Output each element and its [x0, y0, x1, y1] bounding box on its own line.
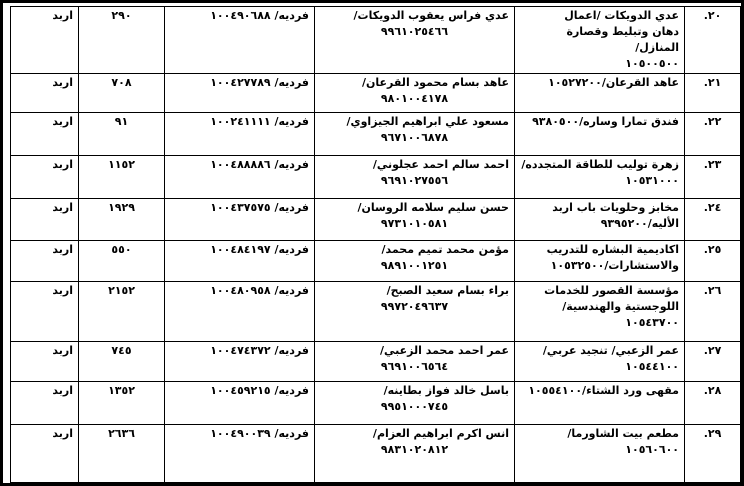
- owner-name-cell: [315, 282, 515, 342]
- owner-name-cell: [315, 425, 515, 483]
- establishment-name-cell: [515, 282, 685, 342]
- owner-name-line: مؤمن محمد تميم محمد/: [381, 243, 509, 256]
- owner-name-cell: [315, 342, 515, 382]
- establishment-name-line: ١٠٥٤٣٧٠٠: [625, 316, 679, 329]
- establishment-name-line: ١٠٥٠٠٥٠٠: [625, 57, 679, 70]
- city-cell: اربد: [11, 74, 79, 113]
- establishment-name-line: والاستشارات/١٠٥٣٢٥٠٠: [550, 259, 679, 272]
- registration-type-cell: فرديه/ ١٠٠٤٨٤١٩٧: [165, 241, 315, 282]
- registration-type-cell: فرديه/ ١٠٠٤٩٠٦٨٨: [165, 7, 315, 74]
- registration-type-cell: فرديه/ ١٠٠٤٩٠٠٣٩: [165, 425, 315, 483]
- registration-type-cell: فرديه/ ١٠٠٤٨٠٩٥٨: [165, 282, 315, 342]
- owner-name-line: ٩٩٦١٠٢٥٤٦٦: [380, 25, 449, 38]
- registration-count-cell: ٩١: [79, 113, 165, 156]
- establishment-name-line: دهان وتبليط وقصارة المنازل/: [566, 25, 679, 54]
- entry-number-cell: ٢٥.: [685, 241, 741, 282]
- owner-name-line: انس اكرم ابراهيم العزام/: [372, 427, 509, 440]
- establishment-name-line: مخابز وحلويات باب اربد: [552, 201, 679, 214]
- entry-number-cell: ٢٩.: [685, 425, 741, 483]
- registration-count-cell: ٢١٥٢: [79, 282, 165, 342]
- registration-count-cell: ٥٥٠: [79, 241, 165, 282]
- city-cell: اربد: [11, 156, 79, 199]
- owner-name-cell: [315, 156, 515, 199]
- city-cell: اربد: [11, 342, 79, 382]
- entry-number-cell: ٢٤.: [685, 199, 741, 241]
- registration-count-cell: ٢٦٣٦: [79, 425, 165, 483]
- registry-table: [10, 6, 741, 483]
- registration-count-cell: ٧٤٥: [79, 342, 165, 382]
- registration-count-cell: ١٩٢٩: [79, 199, 165, 241]
- entry-number-cell: ٢٣.: [685, 156, 741, 199]
- owner-name-line: احمد سالم احمد عجلوني/: [372, 158, 509, 171]
- establishment-name-cell: [515, 241, 685, 282]
- owner-name-line: براء بسام سعيد الصبح/: [386, 284, 509, 297]
- city-cell: اربد: [11, 282, 79, 342]
- owner-name-line: باسل خالد فواز بطاينه/: [383, 384, 509, 397]
- owner-name-line: ٩٩٧٢٠٤٩٦٣٧: [380, 300, 449, 313]
- owner-name-cell: [315, 113, 515, 156]
- establishment-name-cell: [515, 199, 685, 241]
- entry-number-cell: ٢٧.: [685, 342, 741, 382]
- owner-name-line: ٩٧٣١٠١٠٥٨١: [380, 217, 449, 230]
- owner-name-line: عدي فراس يعقوب الدويكات/: [353, 9, 509, 22]
- establishment-name-cell: [515, 74, 685, 113]
- registration-type-cell: فرديه/ ١٠٠٢٤١١١١: [165, 113, 315, 156]
- owner-name-line: عاهد بسام محمود القرعان/: [362, 76, 509, 89]
- city-cell: اربد: [11, 199, 79, 241]
- table-row: [11, 199, 741, 241]
- registration-type-cell: فرديه/ ١٠٠٤٢٧٧٨٩: [165, 74, 315, 113]
- owner-name-cell: [315, 382, 515, 425]
- establishment-name-line: عدي الدويكات /اعمال: [564, 9, 679, 22]
- owner-name-line: ٩٨٩١٠٠١٢٥١: [380, 259, 449, 272]
- establishment-name-line: عاهد القرعان/١٠٥٢٧٢٠٠: [548, 76, 679, 89]
- table-row: [11, 382, 741, 425]
- owner-name-line: ٩٨٠١٠٠٤١٧٨: [380, 92, 449, 105]
- establishment-name-line: فندق تمارا وساره/٩٣٨٠٥٠٠: [532, 115, 679, 128]
- entry-number-cell: ٢١.: [685, 74, 741, 113]
- owner-name-cell: [315, 74, 515, 113]
- city-cell: اربد: [11, 241, 79, 282]
- establishment-name-line: مطعم بيت الشاورما/١٠٥٦٠٦٠٠: [567, 427, 679, 456]
- establishment-name-line: اللوجستية والهندسية/: [562, 300, 679, 313]
- establishment-name-line: الأليه/٩٣٩٥٢٠٠: [600, 217, 679, 230]
- registration-count-cell: ١١٥٢: [79, 156, 165, 199]
- owner-name-line: ٩٦٧١٠٠٦٨٧٨: [380, 131, 449, 144]
- table-row: [11, 241, 741, 282]
- establishment-name-cell: [515, 113, 685, 156]
- establishment-name-cell: [515, 382, 685, 425]
- establishment-name-cell: [515, 425, 685, 483]
- owner-name-line: حسن سليم سلامه الروسان/: [357, 201, 509, 214]
- owner-name-line: ٩٨٣١٠٢٠٨١٢: [380, 443, 449, 456]
- owner-name-line: مسعود علي ابراهيم الجيزاوي/: [346, 115, 509, 128]
- establishment-name-cell: [515, 342, 685, 382]
- establishment-name-cell: [515, 156, 685, 199]
- entry-number-cell: ٢٦.: [685, 282, 741, 342]
- establishment-name-line: مقهى ورد الشتاء/١٠٥٥٤١٠٠: [528, 384, 679, 397]
- registration-type-cell: فرديه/ ١٠٠٤٨٨٨٨٦: [165, 156, 315, 199]
- table-row: [11, 425, 741, 483]
- owner-name-cell: [315, 7, 515, 74]
- registration-type-cell: فرديه/ ١٠٠٤٧٤٣٧٢: [165, 342, 315, 382]
- registration-count-cell: ١٣٥٢: [79, 382, 165, 425]
- owner-name-line: ٩٦٩١٠٠٦٥٦٤: [380, 360, 449, 373]
- table-row: [11, 113, 741, 156]
- registration-type-cell: فرديه/ ١٠٠٤٥٩٢١٥: [165, 382, 315, 425]
- entry-number-cell: ٢٨.: [685, 382, 741, 425]
- city-cell: اربد: [11, 382, 79, 425]
- owner-name-cell: [315, 199, 515, 241]
- table-row: [11, 156, 741, 199]
- city-cell: اربد: [11, 113, 79, 156]
- establishment-name-line: مؤسسة القصور للخدمات: [544, 284, 679, 297]
- establishment-name-line: زهرة توليب للطاقة المتجدده/: [521, 158, 679, 171]
- registration-type-cell: فرديه/ ١٠٠٤٣٧٥٧٥: [165, 199, 315, 241]
- entry-number-cell: ٢٢.: [685, 113, 741, 156]
- establishment-name-line: اكاديمية البشاره للتدريب: [546, 243, 679, 256]
- registration-count-cell: ٢٩٠: [79, 7, 165, 74]
- entry-number-cell: ٢٠.: [685, 7, 741, 74]
- table-row: [11, 7, 741, 74]
- table-row: [11, 342, 741, 382]
- city-cell: اربد: [11, 425, 79, 483]
- owner-name-cell: [315, 241, 515, 282]
- establishment-name-line: ١٠٥٣١٠٠٠: [625, 174, 679, 187]
- owner-name-line: ٩٦٩١٠٢٧٥٥٦: [380, 174, 449, 187]
- establishment-name-line: ١٠٥٤٤١٠٠: [625, 360, 679, 373]
- registration-count-cell: ٧٠٨: [79, 74, 165, 113]
- owner-name-line: عمر احمد محمد الزعبي/: [379, 344, 509, 357]
- establishment-name-cell: [515, 7, 685, 74]
- city-cell: اربد: [11, 7, 79, 74]
- establishment-name-line: عمر الزعبي/ تنجيد عربي/: [542, 344, 679, 357]
- owner-name-line: ٩٩٥١٠٠٠٧٤٥: [380, 400, 449, 413]
- table-row: [11, 282, 741, 342]
- table-row: [11, 74, 741, 113]
- registry-table-body: [11, 7, 741, 483]
